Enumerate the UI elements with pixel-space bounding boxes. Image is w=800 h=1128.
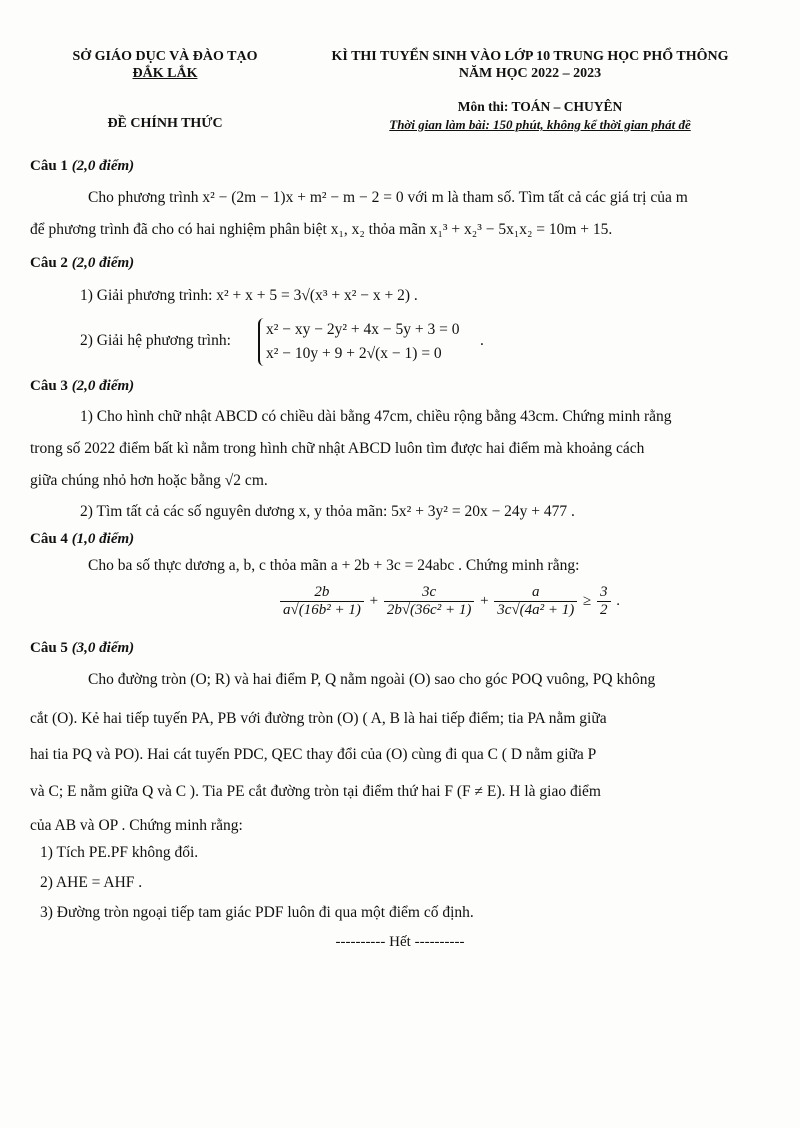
fraction-numerator: 3c (384, 584, 475, 602)
department-header (40, 48, 290, 82)
plus-sign: + (369, 592, 379, 609)
fraction-1 (280, 584, 364, 619)
geq-sign: ≥ (583, 592, 592, 609)
fraction-denominator: 2b√(36c² + 1) (386, 602, 472, 618)
question-2-title (30, 255, 134, 272)
system-period: . (480, 332, 484, 349)
question-3-title (30, 378, 134, 395)
question-5-line-4: và C; E nằm giữa Q và C ). Tia PE cắt đường tròn tại điểm thứ hai F (F ≠ E). H là giao điểm (30, 783, 601, 800)
inequality (278, 584, 620, 619)
question-label: Câu 2 (30, 255, 68, 271)
question-2-part-1: 1) Giải phương trình: x² + x + 5 = 3√(x³ + x² − x + 2) . (80, 287, 418, 304)
question-points: (2,0 điểm) (71, 378, 135, 394)
question-label: Câu 4 (30, 531, 68, 547)
question-5-item-2: 2) AHE = AHF . (40, 874, 143, 891)
question-label: Câu 5 (30, 640, 68, 656)
question-points: (2,0 điểm) (71, 255, 135, 271)
question-points: (2,0 điểm) (71, 158, 135, 174)
exam-header (295, 48, 765, 82)
question-5-line-2: cắt (O). Kẻ hai tiếp tuyến PA, PB với đường tròn (O) ( A, B là hai tiếp điểm; tia PA nằm giữa (30, 710, 607, 727)
end-marker: ---------- Hết ---------- (335, 934, 465, 950)
fraction-denominator: 2 (600, 602, 608, 618)
province-name: ĐẮK LẮK (132, 66, 198, 81)
question-2-part-2-label: 2) Giải hệ phương trình: (80, 332, 231, 349)
fraction-rhs (597, 584, 611, 619)
fraction-denominator: 3c√(4a² + 1) (497, 602, 575, 618)
official-label: ĐỀ CHÍNH THỨC (107, 116, 223, 131)
question-5-line-3: hai tia PQ và PO). Hai cát tuyến PDC, QEC thay đổi của (O) cùng đi qua C ( D nằm giữa P (30, 746, 597, 763)
fraction-2 (384, 584, 475, 619)
fraction-3 (494, 584, 577, 619)
subject-block (330, 98, 750, 134)
inequality-period: . (616, 592, 621, 609)
question-points: (3,0 điểm) (71, 640, 135, 656)
system-equation-2: x² − 10y + 9 + 2√(x − 1) = 0 (266, 345, 442, 362)
question-4-line-1: Cho ba số thực dương a, b, c thỏa mãn a + 2b + 3c = 24abc . Chứng minh rằng: (88, 557, 580, 574)
equation-system (258, 318, 460, 366)
question-label: Câu 1 (30, 158, 68, 174)
fraction-numerator: a (494, 584, 577, 602)
subject-name: Môn thi: TOÁN – CHUYÊN (457, 99, 623, 114)
question-5-line-1: Cho đường tròn (O; R) và hai điểm P, Q nằm ngoài (O) sao cho góc POQ vuông, PQ không (88, 671, 656, 688)
question-1-line-1: Cho phương trình x² − (2m − 1)x + m² − m − 2 = 0 với m là tham số. Tìm tất cả các giá trị của m (88, 189, 688, 206)
question-1-line-2: để phương trình đã cho có hai nghiệm phân biệt x₁, x₂ thỏa mãn x₁³ + x₂³ − 5x₁x₂ = 10m + 15. (30, 221, 613, 238)
question-5-title (30, 640, 134, 657)
department-name: SỞ GIÁO DỤC VÀ ĐÀO TẠO (72, 49, 258, 64)
time-limit: Thời gian làm bài: 150 phút, không kể thời gian phát đề (389, 117, 691, 132)
fraction-denominator: a√(16b² + 1) (283, 602, 361, 618)
question-4-title (30, 531, 134, 548)
exam-title: KÌ THI TUYỂN SINH VÀO LỚP 10 TRUNG HỌC PHỔ THÔNG (331, 49, 729, 64)
question-3-line-3: giữa chúng nhỏ hơn hoặc bằng √2 cm. (30, 472, 268, 489)
school-year: NĂM HỌC 2022 – 2023 (458, 66, 602, 81)
fraction-numerator: 3 (597, 584, 611, 602)
question-1-title (30, 158, 134, 175)
system-equation-1: x² − xy − 2y² + 4x − 5y + 3 = 0 (266, 321, 460, 338)
question-points: (1,0 điểm) (71, 531, 135, 547)
question-label: Câu 3 (30, 378, 68, 394)
question-3-line-4: 2) Tìm tất cả các số nguyên dương x, y thỏa mãn: 5x² + 3y² = 20x − 24y + 477 . (80, 503, 575, 520)
question-5-item-1: 1) Tích PE.PF không đổi. (40, 844, 199, 861)
fraction-numerator: 2b (280, 584, 364, 602)
question-3-line-1: 1) Cho hình chữ nhật ABCD có chiều dài bằng 47cm, chiều rộng bằng 43cm. Chứng minh rằng (80, 408, 672, 425)
question-3-line-2: trong số 2022 điểm bất kì nằm trong hình chữ nhật ABCD luôn tìm được hai điểm mà khoảng cách (30, 440, 645, 457)
question-5-item-3: 3) Đường tròn ngoại tiếp tam giác PDF luôn đi qua một điểm cố định. (40, 904, 474, 921)
plus-sign: + (480, 592, 489, 609)
question-5-line-5: của AB và OP . Chứng minh rằng: (30, 817, 243, 834)
